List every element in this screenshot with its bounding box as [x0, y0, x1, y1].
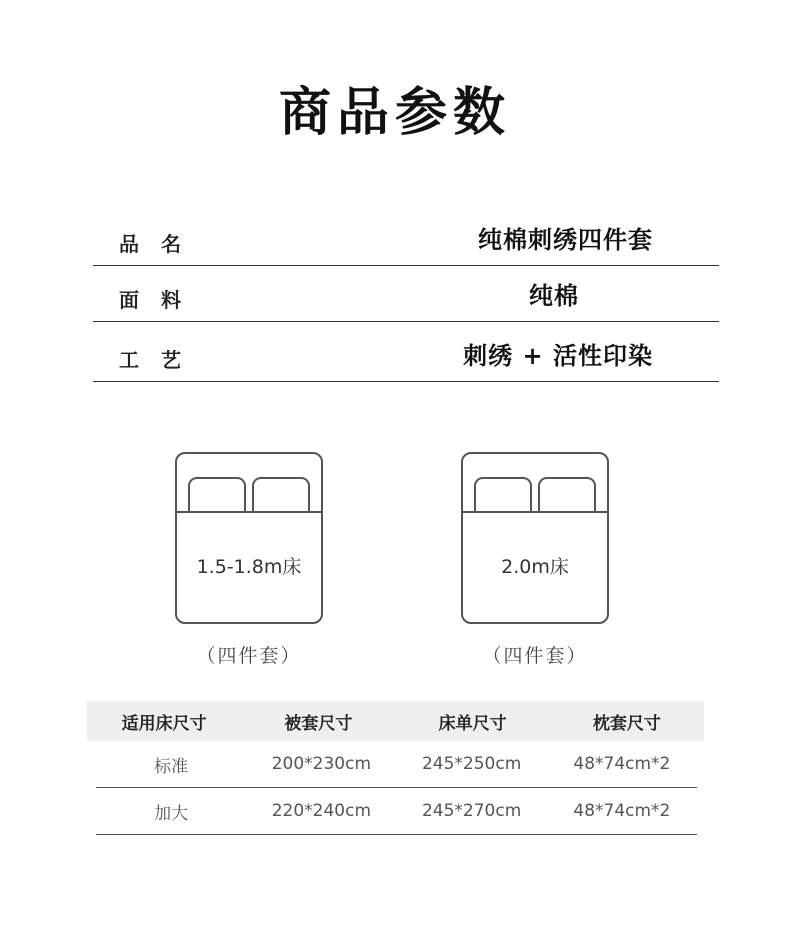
- bed-caption: （四件套）: [196, 645, 302, 667]
- table-header-cell: 枕套尺寸: [592, 713, 661, 734]
- table-cell: 245*270cm: [421, 801, 522, 821]
- table-cell: 加大: [154, 803, 189, 824]
- pillow-icon: [252, 477, 310, 511]
- spec-label: 面料: [119, 288, 203, 312]
- spec-value: 刺绣 + 活性印染: [463, 341, 653, 370]
- bed-size-label: 2.0m床: [501, 556, 569, 578]
- table-cell: 标准: [154, 756, 189, 777]
- table-header-cell: 适用床尺寸: [121, 713, 207, 734]
- bed-caption: （四件套）: [482, 645, 588, 667]
- table-header-cell: 被套尺寸: [284, 713, 353, 734]
- bed-divider: [461, 511, 609, 513]
- pillow-icon: [474, 477, 532, 511]
- spec-row-name: [93, 209, 719, 266]
- spec-value: 纯棉刺绣四件套: [478, 225, 653, 254]
- table-header: [87, 701, 704, 741]
- spec-value: 纯棉: [529, 281, 579, 310]
- table-header-cell: 床单尺寸: [438, 713, 507, 734]
- size-table: [87, 701, 704, 835]
- bed-size-label: 1.5-1.8m床: [196, 556, 302, 578]
- page-title: 商品参数: [278, 82, 511, 143]
- table-row: [96, 788, 697, 835]
- spec-row-fabric: [93, 265, 719, 322]
- table-cell: 48*74cm*2: [573, 754, 671, 774]
- spec-label: 工艺: [119, 348, 203, 372]
- spec-label: 品名: [119, 232, 203, 256]
- spec-row-craft: [93, 325, 719, 382]
- table-cell: 48*74cm*2: [573, 801, 671, 821]
- table-row: [96, 741, 697, 788]
- pillow-icon: [188, 477, 246, 511]
- table-cell: 200*230cm: [271, 754, 372, 774]
- pillow-icon: [538, 477, 596, 511]
- table-cell: 220*240cm: [271, 801, 372, 821]
- table-cell: 245*250cm: [421, 754, 522, 774]
- bed-diagram-icon: [461, 452, 609, 624]
- bed-divider: [175, 511, 323, 513]
- bed-diagram-icon: [175, 452, 323, 624]
